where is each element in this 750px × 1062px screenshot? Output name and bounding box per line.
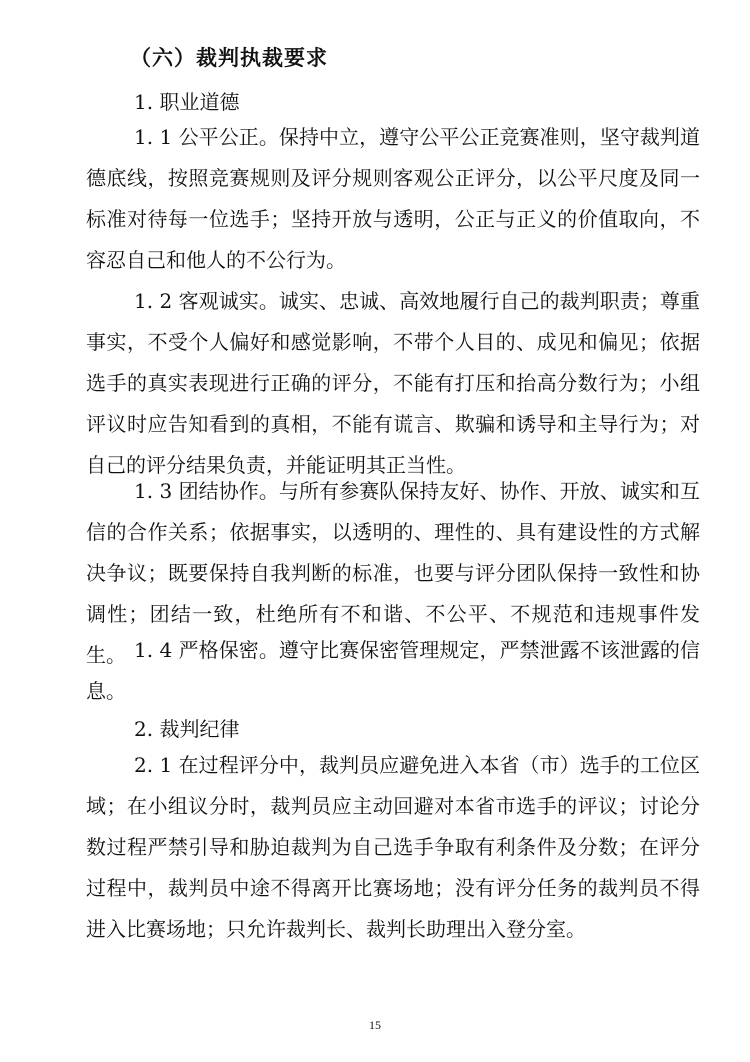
paragraph-1-3: 1. 3 团结协作。与所有参赛队保持友好、协作、开放、诚实和互信的合作关系；依据事实，以透明的、理性的、具有建设性的方式解决争议；既要保持自我判断的标准，也要与评分团队保持一致性和协调性；团结一致，杜绝所有不和谐、不公平、不规范和违规事件发生。 (86, 479, 700, 667)
paragraph-1-4: 1. 4 严格保密。遵守比赛保密管理规定，严禁泄露不该泄露的信息。 (86, 638, 700, 703)
paragraph-1-2: 1. 2 客观诚实。诚实、忠诚、高效地履行自己的裁判职责；尊重事实，不受个人偏好和感觉影响，不带个人目的、成见和偏见；依据选手的真实表现进行正确的评分，不能有打压和抬高分数行为；小组评议时应告知看到的真相，不能有谎言、欺骗和诱导和主导行为；对自己的评分结果负责，并能证明其正当性。 (86, 289, 700, 477)
page-number: 15 (369, 1018, 381, 1032)
paragraph-1-1: 1. 1 公平公正。保持中立，遵守公平公正竞赛准则，坚守裁判道德底线，按照竞赛规则及评分规则客观公正评分，以公平尺度及同一标准对待每一位选手；坚持开放与透明，公正与正义的价值取向，不容忍自己和他人的不公行为。 (86, 125, 700, 272)
part1-title: 1. 职业道德 (134, 90, 240, 114)
paragraph-2-1: 2. 1 在过程评分中，裁判员应避免进入本省（市）选手的工位区域；在小组议分时，裁判员应主动回避对本省市选手的评议；讨论分数过程严禁引导和胁迫裁判为自己选手争取有利条件及分数；在评分过程中，裁判员中途不得离开比赛场地；没有评分任务的裁判员不得进入比赛场地；只允许裁判长、裁判长助理出入登分室。 (86, 753, 700, 941)
part2-title: 2. 裁判纪律 (134, 717, 240, 741)
section-title: （六）裁判执裁要求 (130, 45, 328, 70)
